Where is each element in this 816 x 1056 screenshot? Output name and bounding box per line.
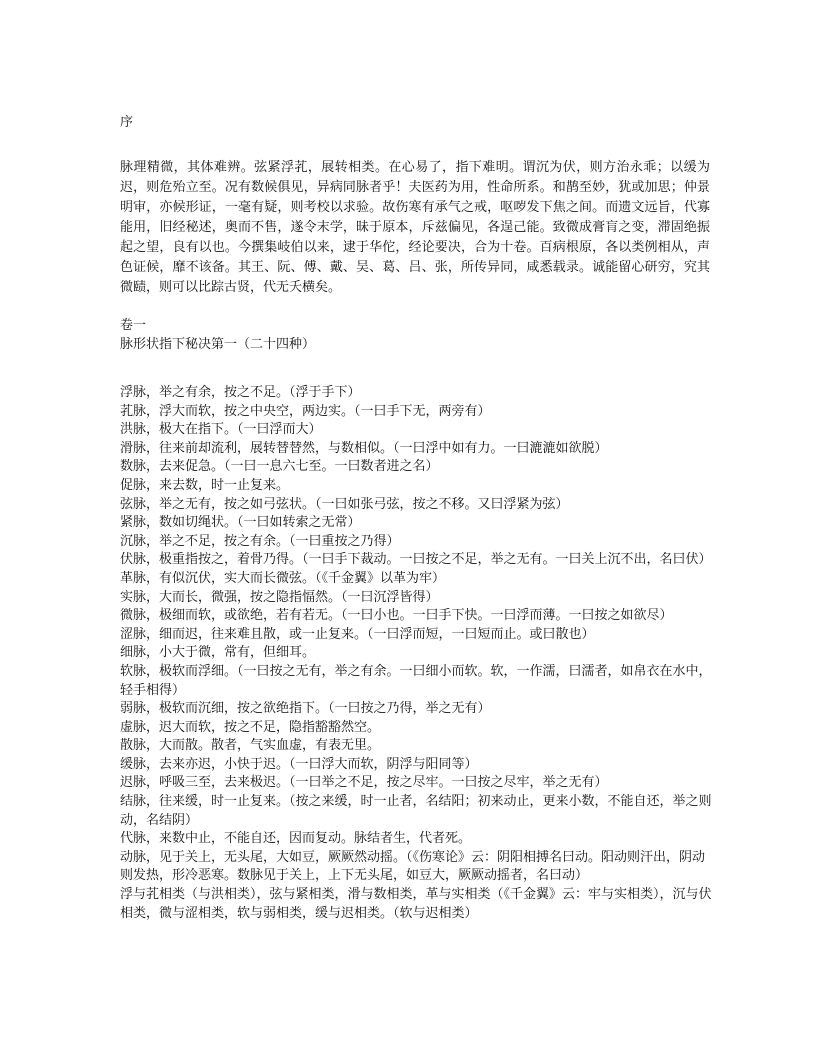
pulse-entry: 细脉，小大于微，常有，但细耳。 xyxy=(120,645,316,661)
pulse-entry: 数脉，去来促急。（一曰一息六七至。一曰数者进之名） xyxy=(120,459,439,475)
pulse-entry: 软脉，极软而浮细。（一曰按之无有，举之有余。一曰细小而软。软，一作濡，曰濡者，如帛衣在水中，轻手相得） xyxy=(120,663,712,698)
pulse-entry: 沉脉，举之不足，按之有余。（一曰重按之乃得） xyxy=(120,533,400,549)
pulse-entry: 动脉，见于关上，无头尾，大如豆，厥厥然动摇。（《伤寒论》云：阴阳相搏名曰动。阳动则汗出，阴动则发热，形冷恶寒。数脉见于关上，上下无头尾，如豆大，厥厥动摇者，名曰动） xyxy=(120,849,706,884)
pulse-entry: 结脉，往来缓，时一止复来。（按之来缓，时一止者，名结阳；初来动止，更来小数，不能自还，举之则动，名结阴） xyxy=(120,794,712,828)
pulse-entry: 缓脉，去来亦迟，小快于迟。（一曰浮大而软，阴浮与阳同等） xyxy=(120,756,478,772)
pulse-entry: 微脉，极细而软，或欲绝，若有若无。（一曰小也。一曰手下快。一曰浮而薄。一曰按之如欲尽） xyxy=(120,608,673,624)
pulse-entry: 弦脉，举之无有，按之如弓弦状。（一曰如张弓弦，按之不移。又曰浮紧为弦） xyxy=(120,496,569,512)
pulse-entry: 伏脉，极重指按之，着骨乃得。（一曰手下裁动。一曰按之不足，举之无有。一曰关上沉不出，名曰伏） xyxy=(120,552,712,568)
pulse-entry: 散脉，大而散。散者，气实血虚，有表无里。 xyxy=(120,738,381,754)
pulse-entry: 革脉，有似沉伏，实大而长微弦。（《千金翼》以革为牢） xyxy=(120,570,446,586)
section-title: 脉形状指下秘决第一（二十四种） xyxy=(120,337,316,352)
pulse-entry: 芤脉，浮大而软，按之中央空，两边实。（一曰手下无，两旁有） xyxy=(120,403,491,419)
pulse-entry: 弱脉，极软而沉细，按之欲绝指下。（一曰按之乃得，举之无有） xyxy=(120,701,491,717)
pulse-entry: 代脉，来数中止，不能自还，因而复动。脉结者生，代者死。 xyxy=(120,831,472,847)
preface-title: 序 xyxy=(120,115,134,130)
preface-paragraph: 脉理精微，其体难辨。弦紧浮芤，展转相类。在心易了，指下难明。谓沉为伏，则方治永乖；以缓为迟，则危殆立至。况有数候俱见，异病同脉者乎！夫医药为用，性命所系。和鹊至妙，犹或加思；仲景明审，亦候形证，一毫有疑，则考校以求验。故伤寒有承气之戒，呕哕发下焦之间。而遗文远旨，代寡能用，旧经秘述，奥而不售，遂令末学，昧于原本，斥兹偏见，各逞己能。致微成膏肓之变，滞固绝振起之望，良有以也。今撰集岐伯以来，逮于华佗，经论要决，合为十卷。百病根原，各以类例相从，声色证候，靡不该备。其王、阮、傅、戴、吴、葛、吕、张，所传异同，咸悉载录。诚能留心研穷，究其微赜，则可以比踪古贤，代无夭横矣。 xyxy=(120,160,710,295)
pulse-entry: 促脉，来去数，时一止复来。 xyxy=(120,477,290,493)
pulse-entry: 滑脉，往来前却流利，展转替替然，与数相似。（一曰浮中如有力。一曰漉漉如欲脱） xyxy=(120,440,608,456)
pulse-entry: 虚脉，迟大而软，按之不足，隐指豁豁然空。 xyxy=(120,719,381,735)
pulse-entry: 涩脉，细而迟，往来难且散，或一止复来。（一曰浮而短，一曰短而止。或曰散也） xyxy=(120,626,595,642)
pulse-entry: 紧脉，数如切绳状。（一曰如转索之无常） xyxy=(120,515,361,531)
pulse-entry: 浮与芤相类（与洪相类），弦与紧相类，滑与数相类，革与实相类（《千金翼》云：牢与实相类），沉与伏相类，微与涩相类，软与弱相类，缓与迟相类。（软与迟相类） xyxy=(120,887,712,921)
volume-title: 卷一 xyxy=(120,318,147,333)
pulse-entry-list xyxy=(120,384,712,923)
pulse-entry: 实脉，大而长，微强，按之隐指愊然。（一曰沉浮皆得） xyxy=(120,589,439,605)
pulse-entry: 浮脉，举之有余，按之不足。（浮于手下） xyxy=(120,385,361,400)
pulse-entry: 迟脉，呼吸三至，去来极迟。（一曰举之不足，按之尽牢。一曰按之尽牢，举之无有） xyxy=(120,775,608,791)
pulse-entry: 洪脉，极大在指下。（一曰浮而大） xyxy=(120,422,322,438)
